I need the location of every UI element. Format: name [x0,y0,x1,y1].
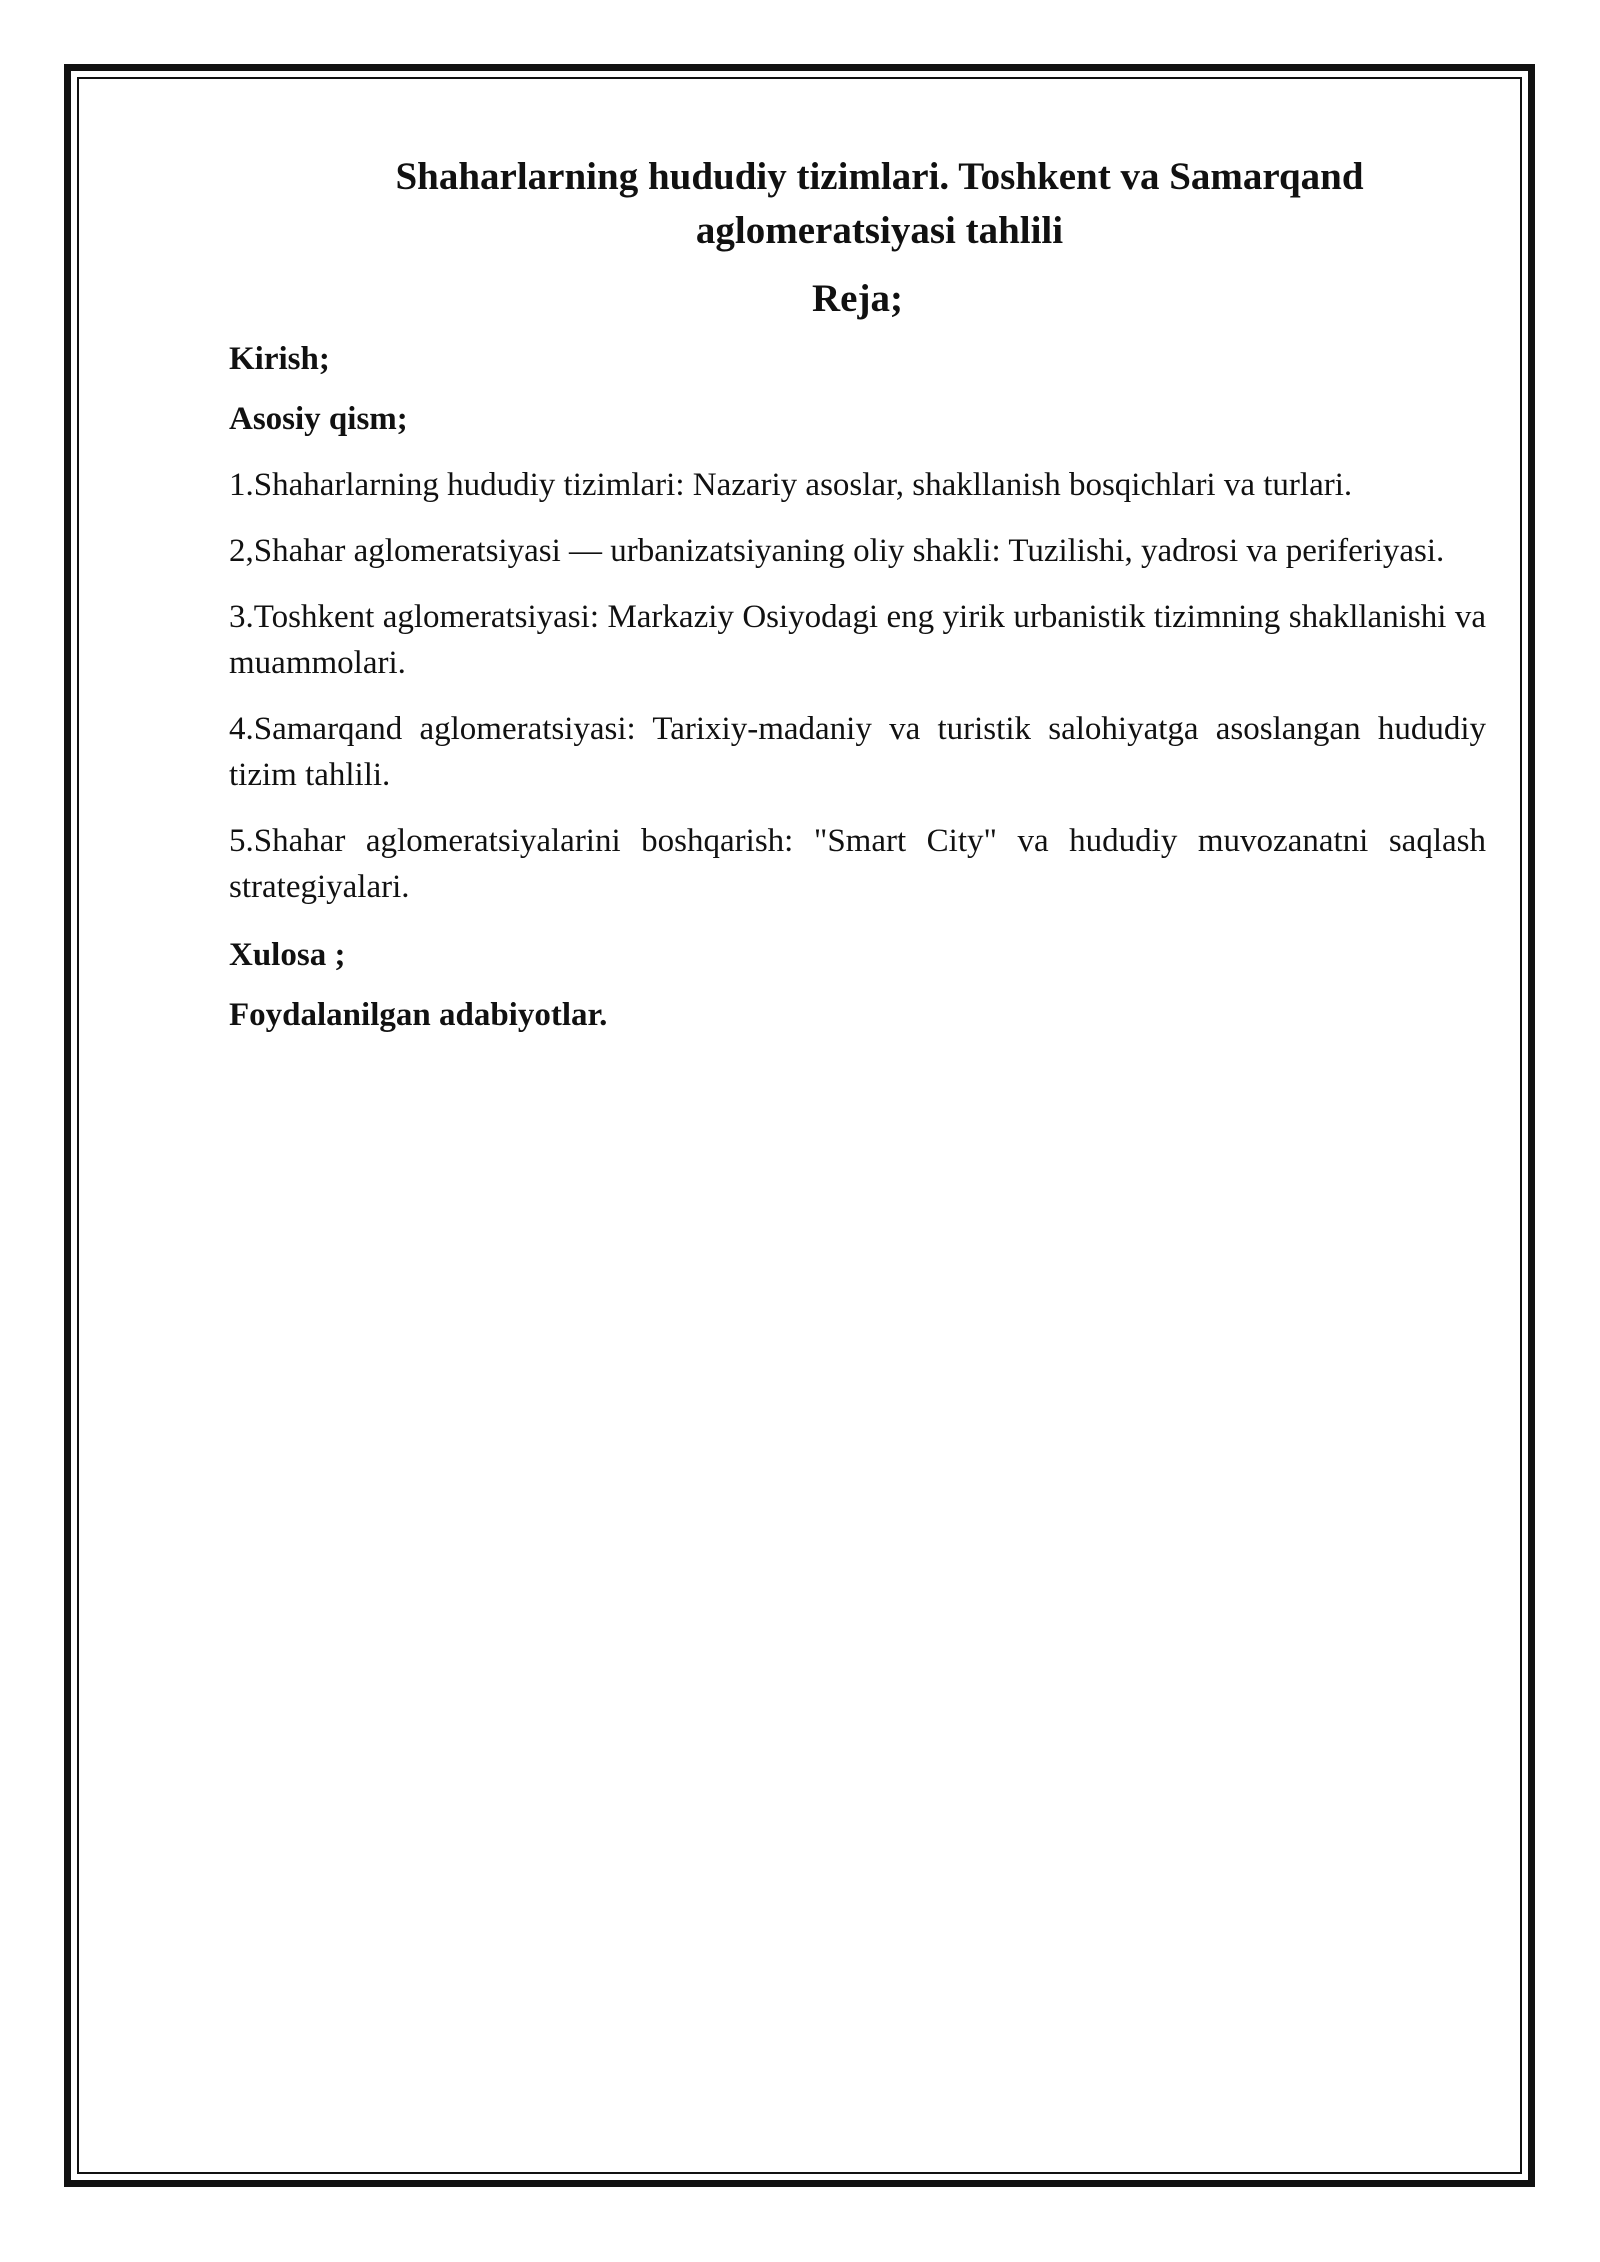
plan-item-1: 1.Shaharlarning hududiy tizimlari: Nazariy asoslar, shakllanish bosqichlari va turlari. [229,467,1353,503]
plan-item-3: 3.Toshkent aglomeratsiyasi: Markaziy Osiyodagi eng yirik urbanistik tizimning shakllanishi va muammolari. [229,599,1486,681]
conclusion-heading: Xulosa ; [229,937,346,973]
plan-item-5: 5.Shahar aglomeratsiyalarini boshqarish: "Smart City" va hududiy muvozanatni saqlash strategiyalari. [229,823,1486,905]
main-part-heading: Asosiy qism; [229,401,408,437]
plan-item-2: 2,Shahar aglomeratsiyasi — urbanizatsiyaning oliy shakli: Tuzilishi, yadrosi va periferiyasi. [229,533,1445,569]
plan-heading: Reja; [812,277,903,320]
document-body [229,150,1486,1038]
intro-heading: Kirish; [229,341,330,377]
plan-item-4: 4.Samarqand aglomeratsiyasi: Tarixiy-madaniy va turistik salohiyatga asoslangan hududiy tizim tahlili. [229,711,1486,793]
references-heading: Foydalanilgan adabiyotlar. [229,997,608,1033]
document-title: Shaharlarning hududiy tizimlari. Toshkent va Samarqand aglomeratsiyasi tahlili [395,155,1364,252]
